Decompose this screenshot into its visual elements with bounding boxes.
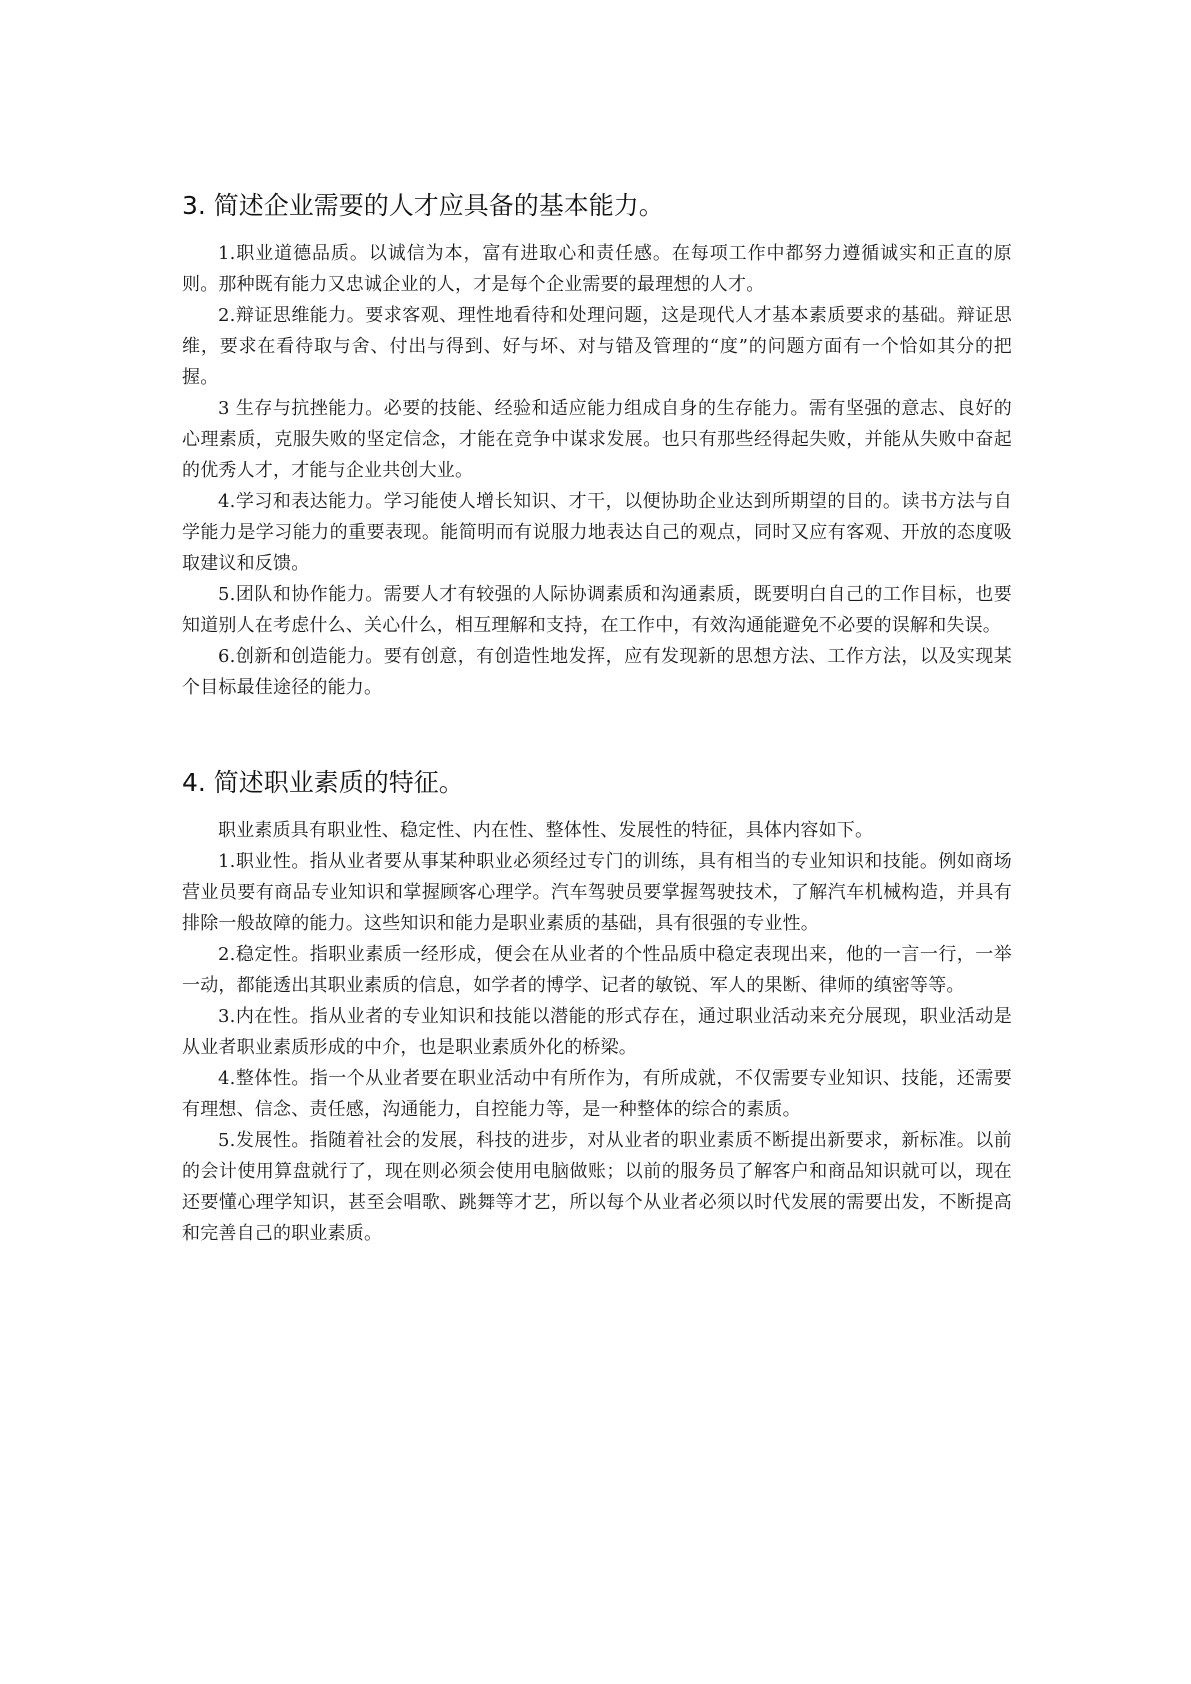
paragraph: 职业素质具有职业性、稳定性、内在性、整体性、发展性的特征，具体内容如下。 [218, 820, 874, 841]
section-professional-quality [182, 763, 1012, 1249]
paragraph: 4.学习和表达能力。学习能使人增长知识、才干，以便协助企业达到所期望的目的。读书方法与自学能力是学习能力的重要表现。能简明而有说服力地表达自己的观点，同时又应有客观、开放的态度吸取建议和反馈。 [182, 491, 1012, 574]
section-talent-abilities [182, 186, 1012, 703]
section-heading: 3. 简述企业需要的人才应具备的基本能力。 [182, 191, 664, 220]
paragraph: 2.辩证思维能力。要求客观、理性地看待和处理问题，这是现代人才基本素质要求的基础。辩证思维，要求在看待取与舍、付出与得到、好与坏、对与错及管理的“度”的问题方面有一个恰如其分的把握。 [182, 305, 1012, 388]
section-heading: 4. 简述职业素质的特征。 [182, 768, 464, 797]
paragraph: 4.整体性。指一个从业者要在职业活动中有所作为，有所成就，不仅需要专业知识、技能，还需要有理想、信念、责任感，沟通能力，自控能力等，是一种整体的综合的素质。 [182, 1068, 1012, 1120]
paragraph: 2.稳定性。指职业素质一经形成，便会在从业者的个性品质中稳定表现出来，他的一言一行，一举一动，都能透出其职业素质的信息，如学者的博学、记者的敏锐、军人的果断、律师的缜密等等。 [182, 944, 1012, 996]
paragraph: 5.团队和协作能力。需要人才有较强的人际协调素质和沟通素质，既要明白自己的工作目标，也要知道别人在考虑什么、关心什么，相互理解和支持，在工作中，有效沟通能避免不必要的误解和失误。 [182, 584, 1012, 636]
paragraph: 6.创新和创造能力。要有创意，有创造性地发挥，应有发现新的思想方法、工作方法，以及实现某个目标最佳途径的能力。 [182, 646, 1012, 698]
paragraph: 5.发展性。指随着社会的发展，科技的进步，对从业者的职业素质不断提出新要求，新标准。以前的会计使用算盘就行了，现在则必须会使用电脑做账；以前的服务员了解客户和商品知识就可以，现在还要懂心理学知识，甚至会唱歌、跳舞等才艺，所以每个从业者必须以时代发展的需要出发，不断提高和完善自己的职业素质。 [182, 1130, 1012, 1244]
paragraph: 1.职业性。指从业者要从事某种职业必须经过专门的训练，具有相当的专业知识和技能。例如商场营业员要有商品专业知识和掌握顾客心理学。汽车驾驶员要掌握驾驶技术，了解汽车机械构造，并具有排除一般故障的能力。这些知识和能力是职业素质的基础，具有很强的专业性。 [182, 851, 1012, 934]
paragraph: 3.内在性。指从业者的专业知识和技能以潜能的形式存在，通过职业活动来充分展现，职业活动是从业者职业素质形成的中介，也是职业素质外化的桥梁。 [182, 1006, 1012, 1058]
paragraph: 3 生存与抗挫能力。必要的技能、经验和适应能力组成自身的生存能力。需有坚强的意志、良好的心理素质，克服失败的坚定信念，才能在竞争中谋求发展。也只有那些经得起失败，并能从失败中奋起的优秀人才，才能与企业共创大业。 [182, 398, 1012, 481]
document-body [182, 186, 1012, 1249]
paragraph: 1.职业道德品质。以诚信为本，富有进取心和责任感。在每项工作中都努力遵循诚实和正直的原则。那种既有能力又忠诚企业的人，才是每个企业需要的最理想的人才。 [182, 243, 1012, 295]
